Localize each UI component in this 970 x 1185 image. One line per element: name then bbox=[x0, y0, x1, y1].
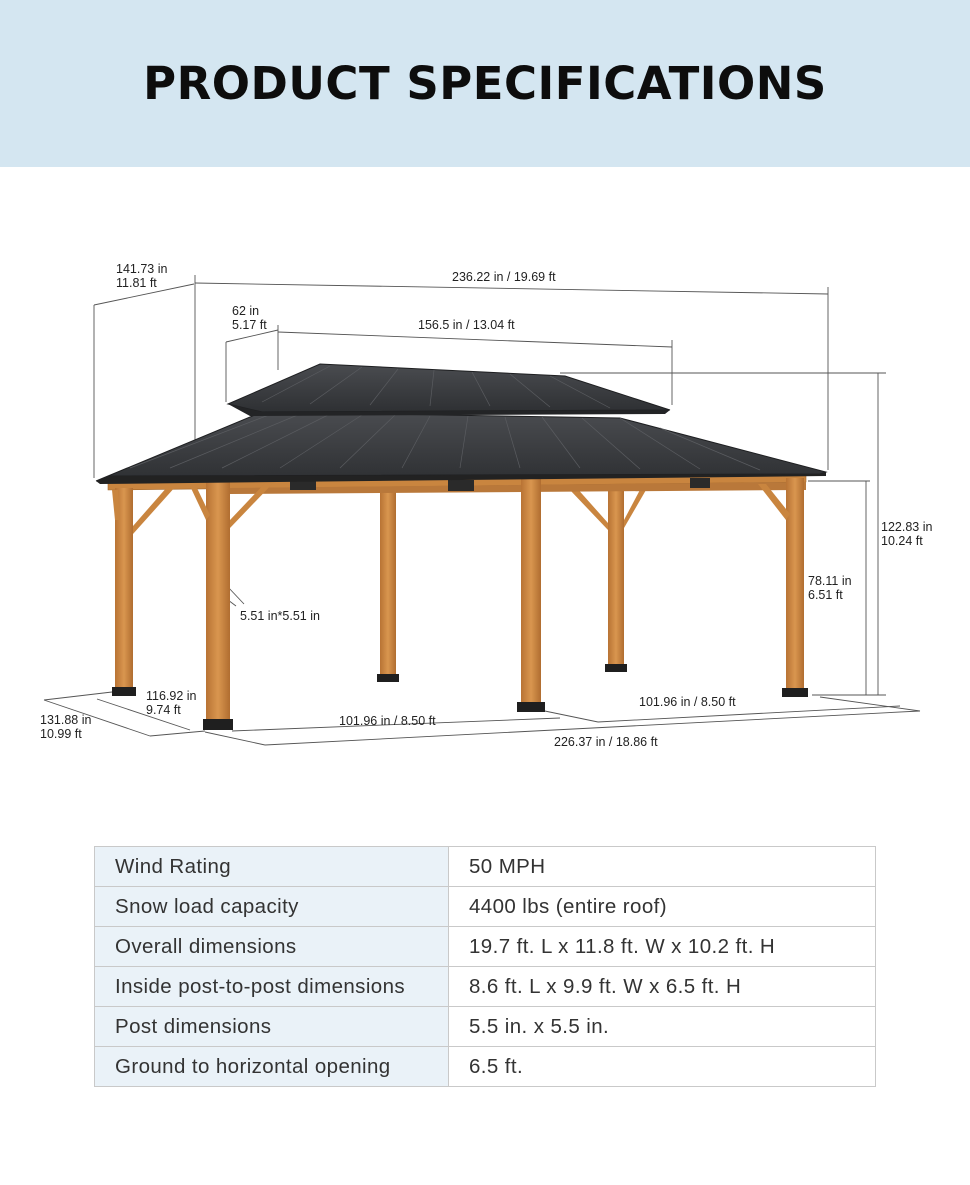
spec-value: 4400 lbs (entire roof) bbox=[449, 887, 876, 927]
outer-depth-ft-label: 10.99 ft bbox=[40, 727, 82, 741]
table-row bbox=[95, 1007, 876, 1047]
total-height-ft-label: 10.24 ft bbox=[881, 534, 923, 548]
spec-value: 6.5 ft. bbox=[449, 1047, 876, 1087]
top-offset-ft-label: 5.17 ft bbox=[232, 318, 267, 332]
gazebo-diagram bbox=[0, 230, 970, 770]
gazebo-roof bbox=[96, 364, 826, 484]
spec-label: Wind Rating bbox=[95, 847, 449, 887]
spec-table bbox=[94, 846, 876, 1087]
top-roof-length-label: 156.5 in / 13.04 ft bbox=[418, 318, 515, 332]
spec-label: Overall dimensions bbox=[95, 927, 449, 967]
eave-height-in-label: 141.73 in bbox=[116, 262, 168, 276]
base-length-label: 226.37 in / 18.86 ft bbox=[554, 735, 658, 749]
overall-length-label: 236.22 in / 19.69 ft bbox=[452, 270, 556, 284]
spec-label: Snow load capacity bbox=[95, 887, 449, 927]
top-offset-in-label: 62 in bbox=[232, 304, 260, 318]
post-height-ft-label: 6.51 ft bbox=[808, 588, 843, 602]
spec-value: 19.7 ft. L x 11.8 ft. W x 10.2 ft. H bbox=[449, 927, 876, 967]
total-height-in-label: 122.83 in bbox=[881, 520, 933, 534]
table-row bbox=[95, 1047, 876, 1087]
header-banner bbox=[0, 0, 970, 167]
spec-label: Post dimensions bbox=[95, 1007, 449, 1047]
gazebo-frame bbox=[108, 470, 808, 730]
spec-value: 50 MPH bbox=[449, 847, 876, 887]
table-row bbox=[95, 927, 876, 967]
span-front-left-label: 101.96 in / 8.50 ft bbox=[339, 714, 436, 728]
page-title: PRODUCT SPECIFICATIONS bbox=[143, 57, 827, 110]
post-size-label: 5.51 in*5.51 in bbox=[240, 609, 320, 623]
spec-value: 8.6 ft. L x 9.9 ft. W x 6.5 ft. H bbox=[449, 967, 876, 1007]
spec-label: Inside post-to-post dimensions bbox=[95, 967, 449, 1007]
eave-height-ft-label: 11.81 ft bbox=[116, 276, 157, 290]
post-height-in-label: 78.11 in bbox=[808, 574, 852, 588]
depth-in-label: 116.92 in bbox=[146, 689, 197, 703]
outer-depth-in-label: 131.88 in bbox=[40, 713, 92, 727]
table-row bbox=[95, 887, 876, 927]
spec-value: 5.5 in. x 5.5 in. bbox=[449, 1007, 876, 1047]
span-front-right-label: 101.96 in / 8.50 ft bbox=[639, 695, 736, 709]
table-row bbox=[95, 967, 876, 1007]
spec-label: Ground to horizontal opening bbox=[95, 1047, 449, 1087]
table-row bbox=[95, 847, 876, 887]
depth-ft-label: 9.74 ft bbox=[146, 703, 181, 717]
